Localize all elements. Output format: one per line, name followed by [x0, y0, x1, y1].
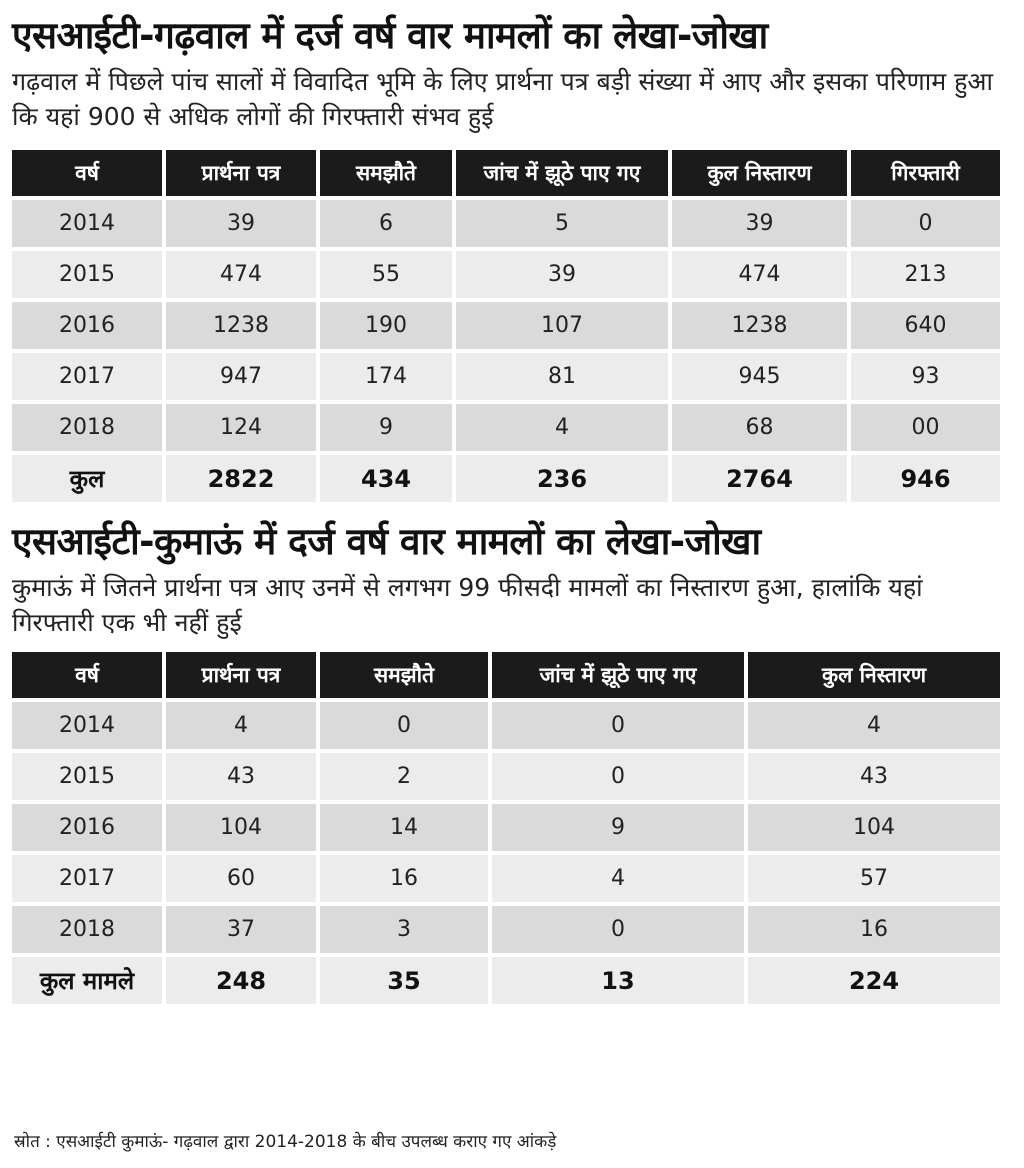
- cell-total-disposal: 16: [748, 906, 1000, 953]
- cell-settlements: 190: [320, 302, 452, 349]
- cell-settlements: 3: [320, 906, 488, 953]
- garhwal-title: एसआईटी-गढ़वाल में दर्ज वर्ष वार मामलों का लेखा-जोखा: [12, 14, 768, 57]
- cell-applications: 474: [166, 251, 316, 298]
- kumaon-table: [8, 648, 1004, 1008]
- total-found-false: 13: [492, 957, 744, 1004]
- cell-total-disposal: 68: [672, 404, 847, 451]
- cell-year: 2016: [12, 302, 162, 349]
- header-year: वर्ष: [12, 150, 162, 196]
- total-row: [12, 455, 1000, 502]
- table-row: [12, 804, 1000, 851]
- table-row: [12, 302, 1000, 349]
- cell-total-disposal: 104: [748, 804, 1000, 851]
- cell-year: 2017: [12, 353, 162, 400]
- kumaon-title: एसआईटी-कुमाऊं में दर्ज वर्ष वार मामलों का लेखा-जोखा: [12, 520, 761, 563]
- total-label: कुल मामले: [12, 957, 162, 1004]
- cell-applications: 104: [166, 804, 316, 851]
- cell-year: 2014: [12, 702, 162, 749]
- cell-year: 2015: [12, 251, 162, 298]
- table-row: [12, 251, 1000, 298]
- cell-found-false: 4: [456, 404, 668, 451]
- cell-year: 2016: [12, 804, 162, 851]
- cell-found-false: 9: [492, 804, 744, 851]
- table-row: [12, 200, 1000, 247]
- cell-applications: 947: [166, 353, 316, 400]
- cell-applications: 60: [166, 855, 316, 902]
- garhwal-table: [8, 146, 1004, 506]
- cell-total-disposal: 945: [672, 353, 847, 400]
- total-applications: 2822: [166, 455, 316, 502]
- garhwal-subtitle: गढ़वाल में पिछले पांच सालों में विवादित भूमि के लिए प्रार्थना पत्र बड़ी संख्या में आए और इसका परिणाम हुआ कि यहां 900 से अधिक लोगों की गिरफ्तारी संभव हुई: [12, 67, 993, 131]
- cell-settlements: 16: [320, 855, 488, 902]
- cell-settlements: 2: [320, 753, 488, 800]
- cell-found-false: 5: [456, 200, 668, 247]
- total-arrests: 946: [851, 455, 1000, 502]
- cell-applications: 4: [166, 702, 316, 749]
- source-note: स्रोत : एसआईटी कुमाऊं- गढ़वाल द्वारा 2014-2018 के बीच उपलब्ध कराए गए आंकड़े: [14, 1132, 557, 1152]
- cell-arrests: 213: [851, 251, 1000, 298]
- cell-found-false: 81: [456, 353, 668, 400]
- table-header-row: [12, 652, 1000, 698]
- cell-total-disposal: 57: [748, 855, 1000, 902]
- cell-total-disposal: 474: [672, 251, 847, 298]
- header-applications: प्रार्थना पत्र: [166, 652, 316, 698]
- total-applications: 248: [166, 957, 316, 1004]
- cell-applications: 1238: [166, 302, 316, 349]
- cell-arrests: 0: [851, 200, 1000, 247]
- cell-year: 2018: [12, 906, 162, 953]
- total-settlements: 35: [320, 957, 488, 1004]
- cell-settlements: 0: [320, 702, 488, 749]
- cell-total-disposal: 39: [672, 200, 847, 247]
- cell-year: 2014: [12, 200, 162, 247]
- total-label: कुल: [12, 455, 162, 502]
- table-header-row: [12, 150, 1000, 196]
- cell-found-false: 107: [456, 302, 668, 349]
- table-row: [12, 404, 1000, 451]
- cell-arrests: 640: [851, 302, 1000, 349]
- cell-applications: 37: [166, 906, 316, 953]
- header-applications: प्रार्थना पत्र: [166, 150, 316, 196]
- header-total-disposal: कुल निस्तारण: [748, 652, 1000, 698]
- kumaon-subtitle: कुमाऊं में जितने प्रार्थना पत्र आए उनमें से लगभग 99 फीसदी मामलों का निस्तारण हुआ, हालांकि यहां गिरफ्तारी एक भी नहीं हुई: [12, 573, 923, 637]
- table-row: [12, 353, 1000, 400]
- header-total-disposal: कुल निस्तारण: [672, 150, 847, 196]
- header-year: वर्ष: [12, 652, 162, 698]
- cell-year: 2017: [12, 855, 162, 902]
- cell-arrests: 93: [851, 353, 1000, 400]
- cell-applications: 43: [166, 753, 316, 800]
- cell-settlements: 14: [320, 804, 488, 851]
- total-settlements: 434: [320, 455, 452, 502]
- infographic: [12, 0, 1012, 1008]
- header-arrests: गिरफ्तारी: [851, 150, 1000, 196]
- cell-found-false: 0: [492, 753, 744, 800]
- table-row: [12, 702, 1000, 749]
- cell-applications: 39: [166, 200, 316, 247]
- table-row: [12, 753, 1000, 800]
- cell-arrests: 00: [851, 404, 1000, 451]
- total-row: [12, 957, 1000, 1004]
- cell-settlements: 9: [320, 404, 452, 451]
- cell-found-false: 4: [492, 855, 744, 902]
- total-disposal: 224: [748, 957, 1000, 1004]
- cell-found-false: 39: [456, 251, 668, 298]
- total-disposal: 2764: [672, 455, 847, 502]
- cell-total-disposal: 43: [748, 753, 1000, 800]
- table-row: [12, 906, 1000, 953]
- header-found-false: जांच में झूठे पाए गए: [456, 150, 668, 196]
- header-found-false: जांच में झूठे पाए गए: [492, 652, 744, 698]
- cell-total-disposal: 1238: [672, 302, 847, 349]
- cell-year: 2015: [12, 753, 162, 800]
- cell-year: 2018: [12, 404, 162, 451]
- total-found-false: 236: [456, 455, 668, 502]
- cell-settlements: 55: [320, 251, 452, 298]
- cell-found-false: 0: [492, 906, 744, 953]
- cell-applications: 124: [166, 404, 316, 451]
- header-settlements: समझौते: [320, 652, 488, 698]
- cell-settlements: 6: [320, 200, 452, 247]
- cell-settlements: 174: [320, 353, 452, 400]
- cell-found-false: 0: [492, 702, 744, 749]
- table-row: [12, 855, 1000, 902]
- cell-total-disposal: 4: [748, 702, 1000, 749]
- header-settlements: समझौते: [320, 150, 452, 196]
